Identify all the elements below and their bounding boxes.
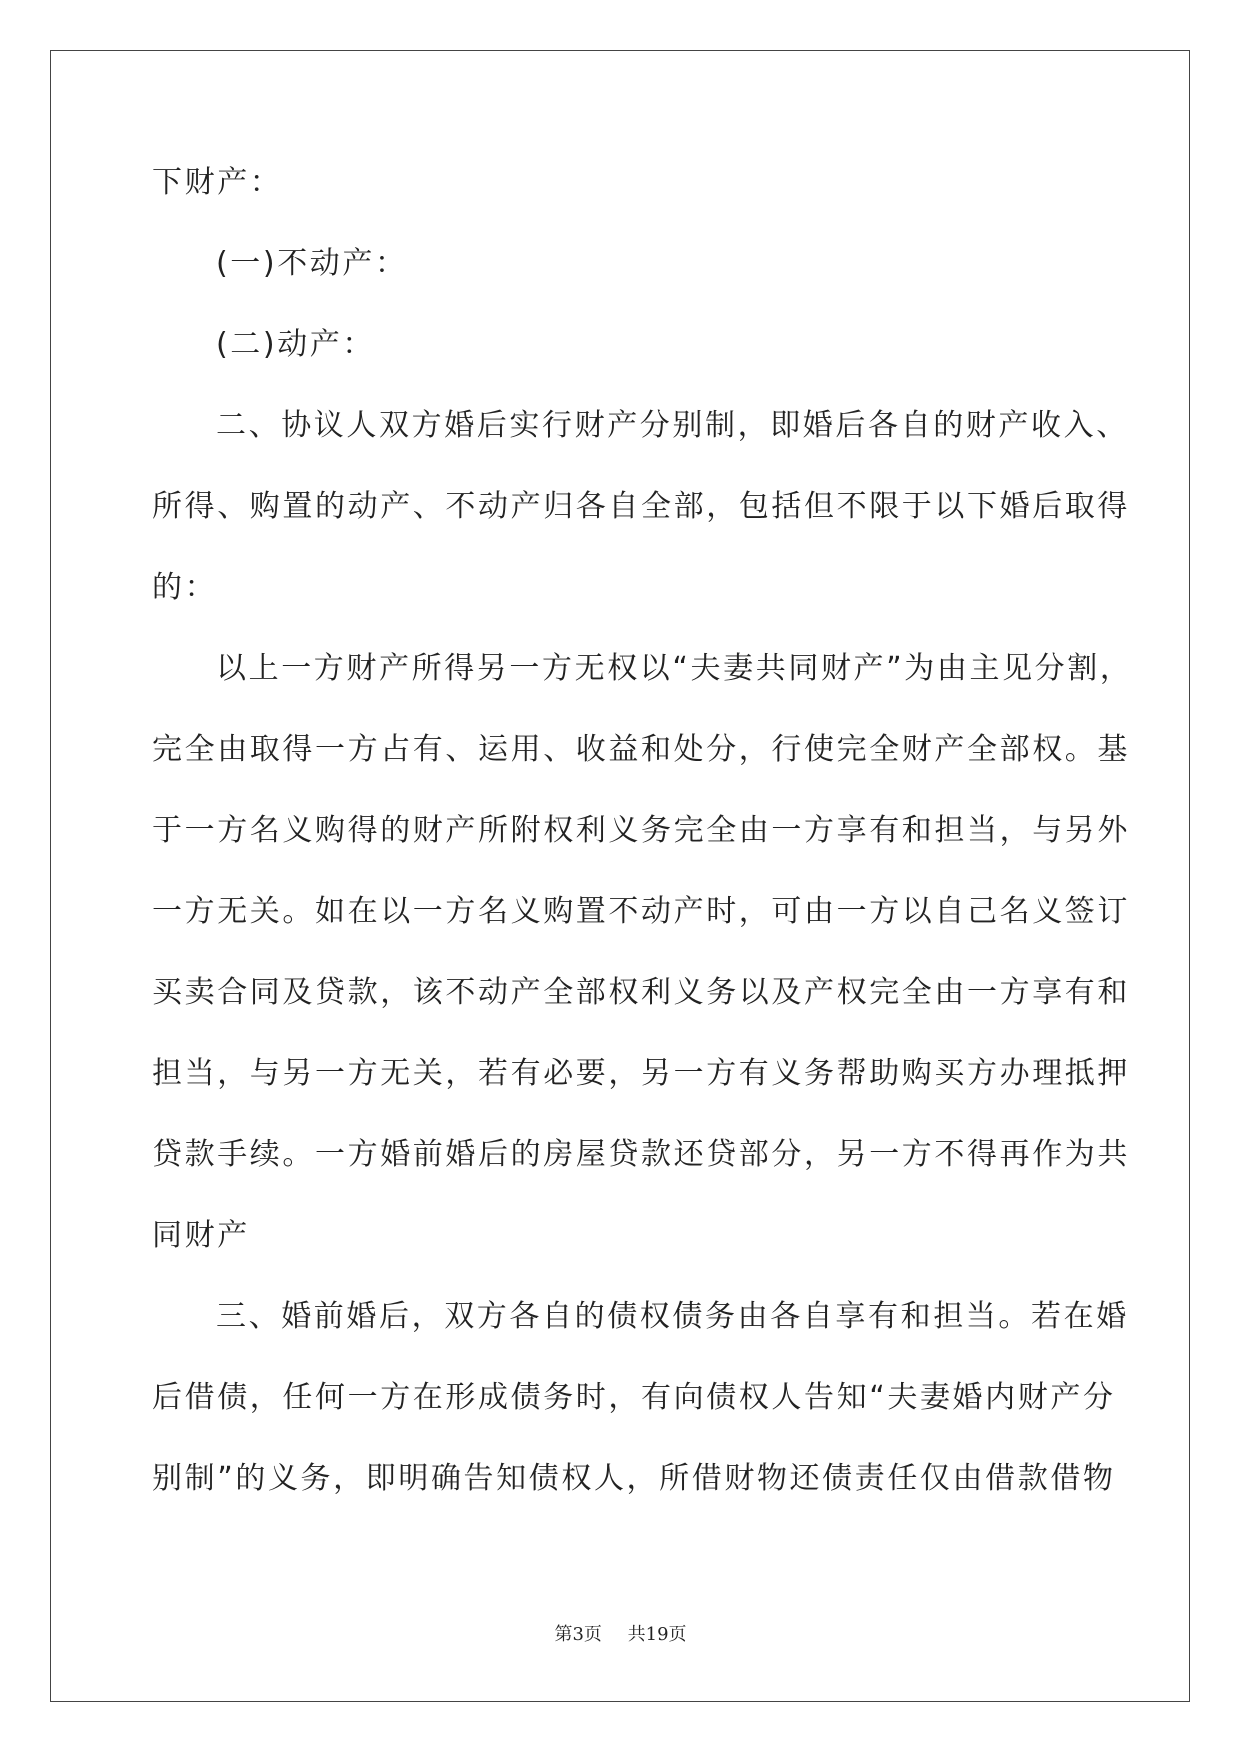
text-line: 下财产： <box>152 165 283 200</box>
text-line: 一方无关。如在以一方名义购置不动产时，可由一方以自己名义签订 <box>152 894 1130 929</box>
page-footer <box>0 1620 1241 1646</box>
document-body <box>152 165 1133 1542</box>
text-line: 后借债，任何一方在形成债务时，有向债权人告知“夫妻婚内财产分 <box>152 1380 1116 1415</box>
text-line: 二、协议人双方婚后实行财产分别制，即婚后各自的财产收入、 <box>216 408 1129 443</box>
text-line: 的： <box>152 570 218 605</box>
text-line: 所得、购置的动产、不动产归各自全部，包括但不限于以下婚后取得 <box>152 489 1130 524</box>
text-line: 以上一方财产所得另一方无权以“夫妻共同财产”为由主见分割， <box>216 651 1133 686</box>
text-line: 别制”的义务，即明确告知债权人，所借财物还债责任仅由借款借物 <box>152 1461 1116 1496</box>
text-line: (一)不动产： <box>216 246 408 281</box>
text-line: (二)动产： <box>216 327 376 362</box>
text-line: 担当，与另一方无关，若有必要，另一方有义务帮助购买方办理抵押 <box>152 1056 1130 1091</box>
text-line: 完全由取得一方占有、运用、收益和处分，行使完全财产全部权。基 <box>152 732 1130 767</box>
text-line: 买卖合同及贷款，该不动产全部权利义务以及产权完全由一方享有和 <box>152 975 1130 1010</box>
text-line: 于一方名义购得的财产所附权利义务完全由一方享有和担当，与另外 <box>152 813 1130 848</box>
text-line: 同财产 <box>152 1218 250 1253</box>
page-number: 第3页 <box>554 1624 602 1645</box>
page-total: 共19页 <box>627 1624 687 1645</box>
text-line: 贷款手续。一方婚前婚后的房屋贷款还贷部分，另一方不得再作为共 <box>152 1137 1130 1172</box>
text-line: 三、婚前婚后，双方各自的债权债务由各自享有和担当。若在婚 <box>216 1299 1129 1334</box>
